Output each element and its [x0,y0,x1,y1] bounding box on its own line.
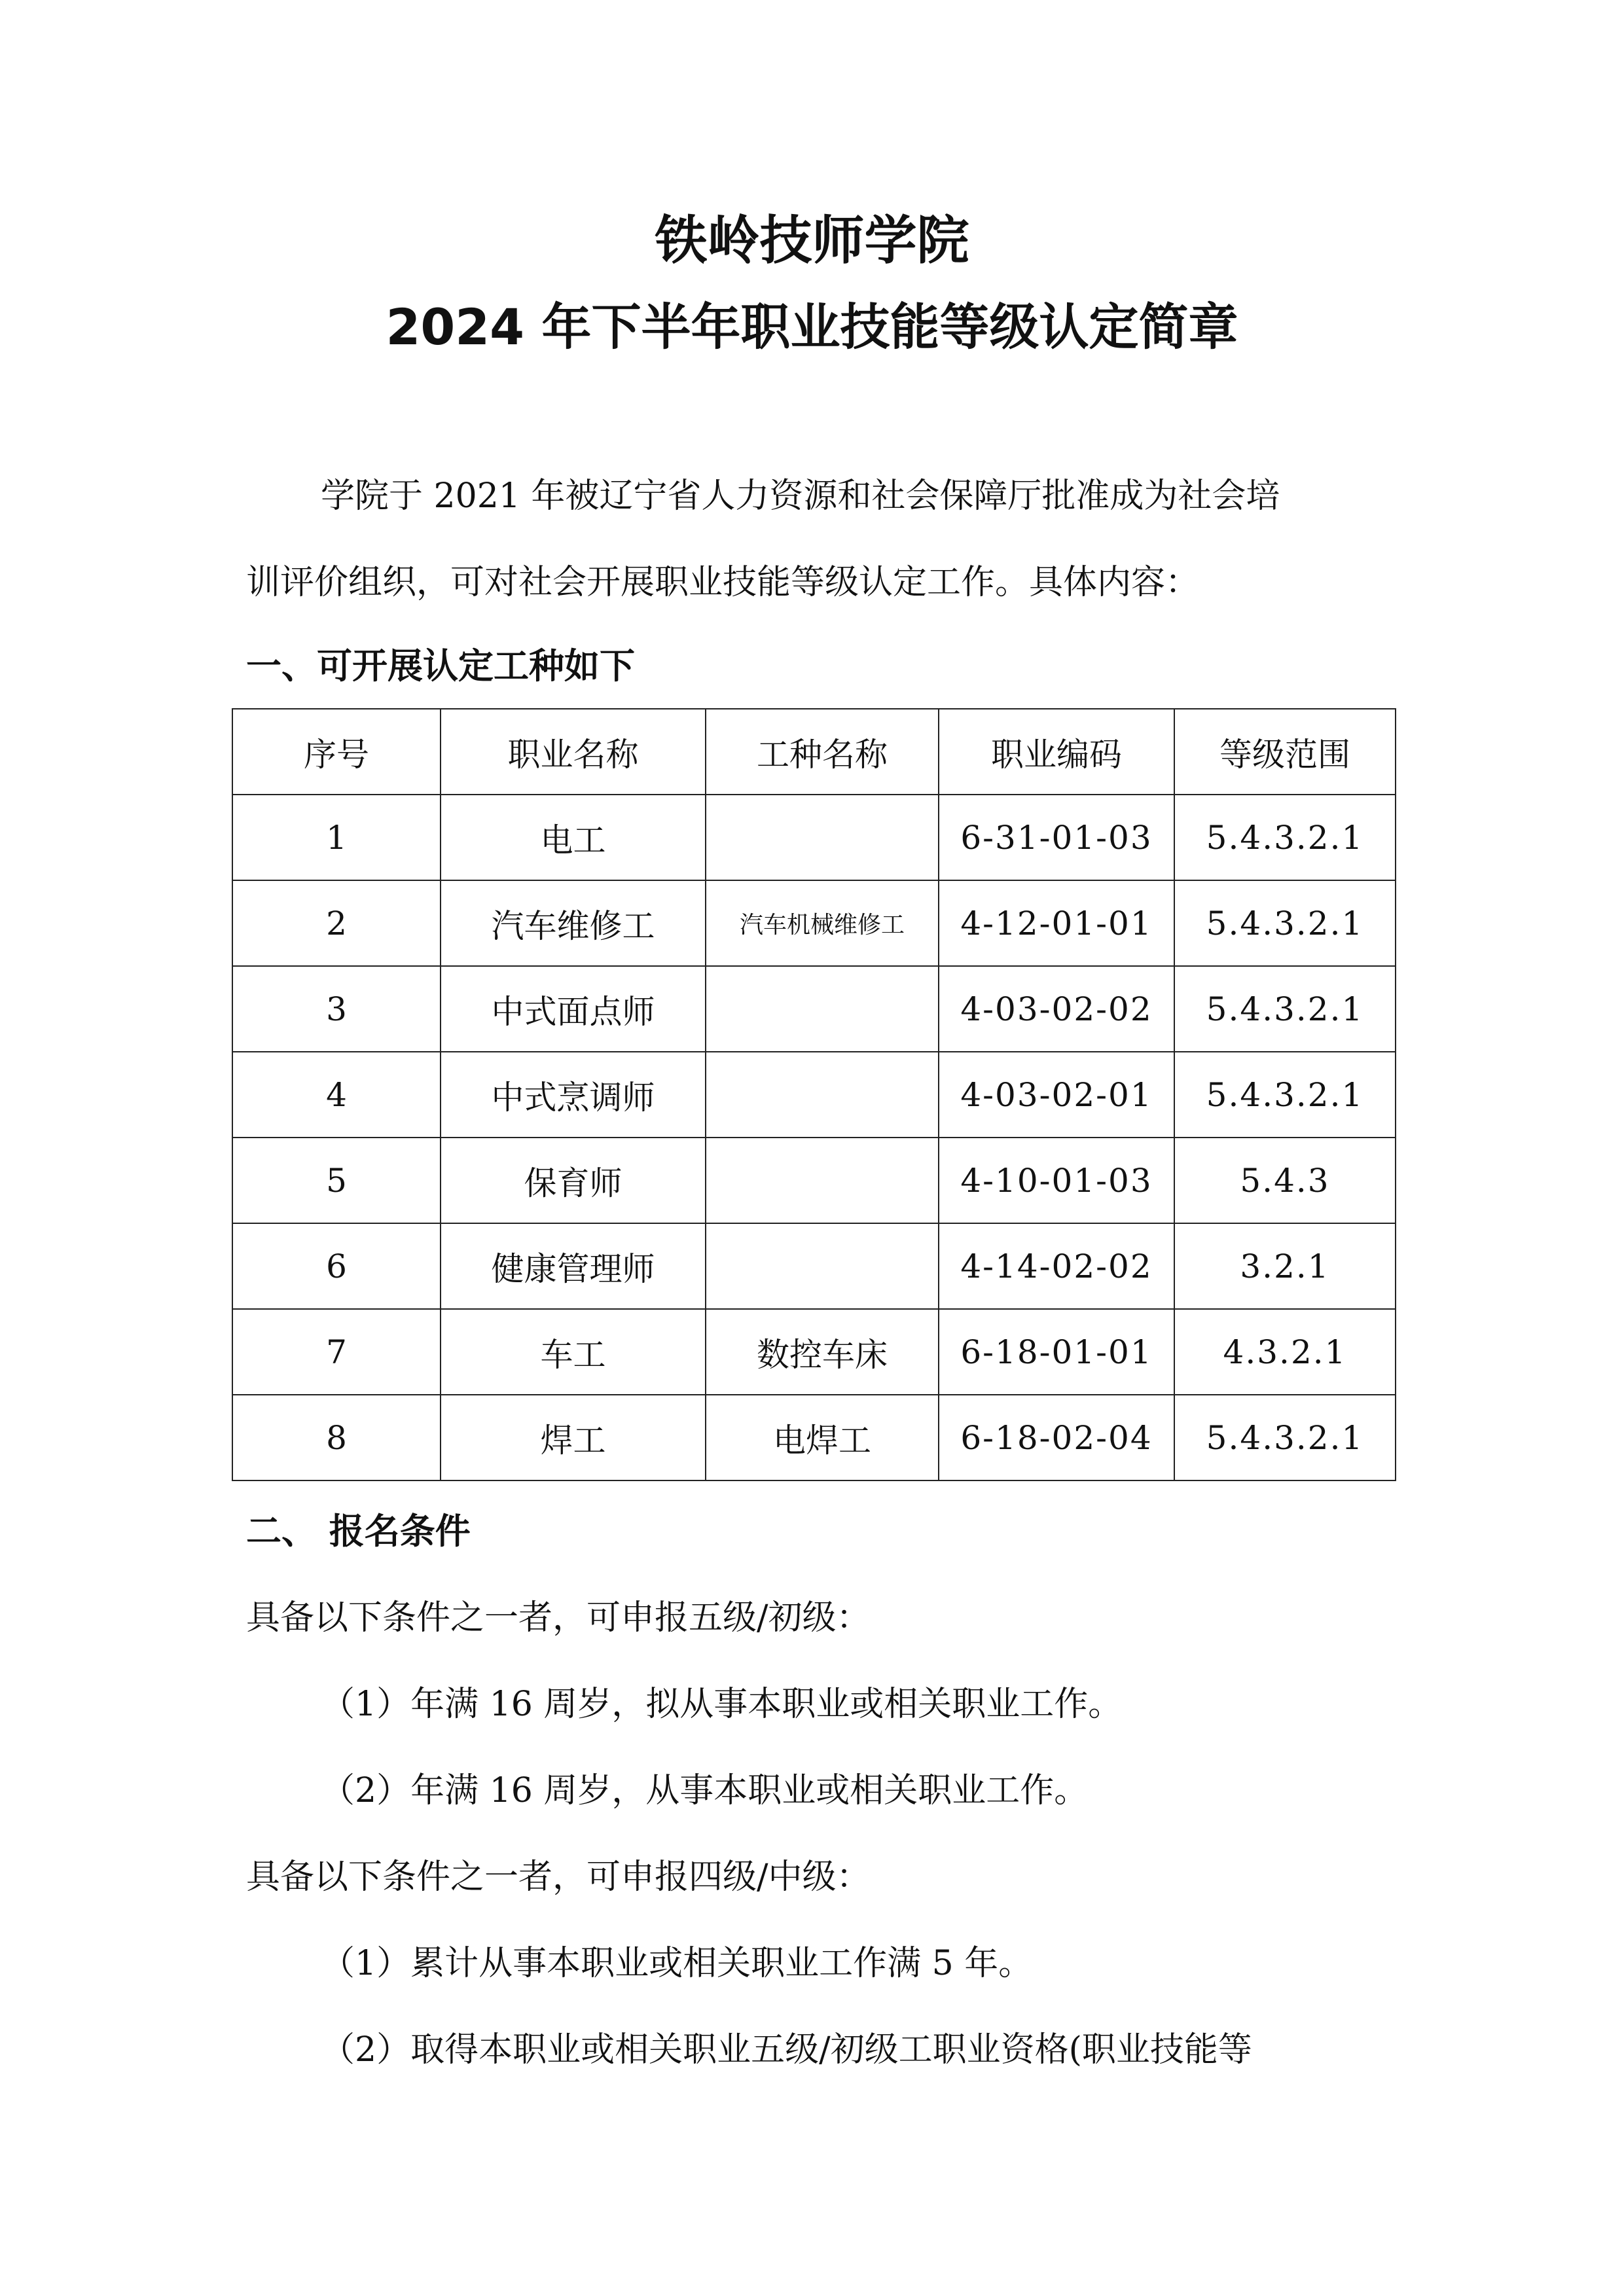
cell-occupation: 车工 [441,1309,706,1395]
header-occupation: 职业名称 [441,709,706,795]
cell-job-type [706,1223,939,1309]
cell-code: 6-31-01-03 [939,795,1174,880]
level4-item-2: （2）取得本职业或相关职业五级/初级工职业资格(职业技能等 [321,2030,1252,2070]
header-code: 职业编码 [939,709,1174,795]
cell-level-range: 3.2.1 [1174,1223,1396,1309]
cell-level-range: 5.4.3.2.1 [1174,1395,1396,1480]
cell-job-type [706,1138,939,1223]
cell-level-range: 5.4.3.2.1 [1174,880,1396,966]
cell-code: 4-03-02-01 [939,1052,1174,1138]
cell-level-range: 5.4.3.2.1 [1174,795,1396,880]
cell-level-range: 5.4.3.2.1 [1174,966,1396,1052]
cell-index: 4 [232,1052,441,1138]
cell-occupation: 中式面点师 [441,966,706,1052]
cell-level-range: 5.4.3 [1174,1138,1396,1223]
cell-occupation: 电工 [441,795,706,880]
level5-item-2: （2）年满 16 周岁，从事本职业或相关职业工作。 [321,1771,1089,1810]
cell-level-range: 4.3.2.1 [1174,1309,1396,1395]
cell-index: 7 [232,1309,441,1395]
cell-job-type [706,795,939,880]
section-2-heading: 二、 报名条件 [246,1511,471,1552]
level5-item-1: （1）年满 16 周岁，拟从事本职业或相关职业工作。 [321,1685,1123,1724]
cell-job-type [706,1052,939,1138]
intro-line-1: 学院于 2021 年被辽宁省人力资源和社会保障厅批准成为社会培 [321,476,1280,516]
cell-index: 2 [232,880,441,966]
table-row [232,1138,1396,1223]
cell-index: 1 [232,795,441,880]
table-row [232,1395,1396,1480]
level4-item-1: （1）累计从事本职业或相关职业工作满 5 年。 [321,1944,1033,1983]
table-row [232,880,1396,966]
header-level-range: 等级范围 [1174,709,1396,795]
cell-job-type [706,966,939,1052]
document-subtitle: 2024 年下半年职业技能等级认定简章 [386,298,1238,356]
job-types-table [232,708,1396,1481]
cell-code: 6-18-01-01 [939,1309,1174,1395]
cell-occupation: 健康管理师 [441,1223,706,1309]
cell-job-type: 数控车床 [706,1309,939,1395]
cell-occupation: 汽车维修工 [441,880,706,966]
table-row [232,795,1396,880]
header-job-type: 工种名称 [706,709,939,795]
table-row [232,1223,1396,1309]
table-row [232,1052,1396,1138]
cell-occupation: 焊工 [441,1395,706,1480]
cell-occupation: 中式烹调师 [441,1052,706,1138]
cell-index: 5 [232,1138,441,1223]
cell-occupation: 保育师 [441,1138,706,1223]
cell-job-type: 汽车机械维修工 [706,880,939,966]
table-row [232,1309,1396,1395]
cell-job-type: 电焊工 [706,1395,939,1480]
cell-index: 6 [232,1223,441,1309]
cell-index: 8 [232,1395,441,1480]
cell-index: 3 [232,966,441,1052]
cell-code: 4-10-01-03 [939,1138,1174,1223]
level5-intro: 具备以下条件之一者，可申报五级/初级： [246,1598,871,1638]
table-header-row [232,709,1396,795]
section-1-heading: 一、可开展认定工种如下 [246,645,635,687]
level4-intro: 具备以下条件之一者，可申报四级/中级： [246,1857,871,1897]
cell-level-range: 5.4.3.2.1 [1174,1052,1396,1138]
document-title: 铁岭技师学院 [655,210,969,271]
cell-code: 4-14-02-02 [939,1223,1174,1309]
cell-code: 4-12-01-01 [939,880,1174,966]
cell-code: 6-18-02-04 [939,1395,1174,1480]
table-row [232,966,1396,1052]
header-index: 序号 [232,709,441,795]
cell-code: 4-03-02-02 [939,966,1174,1052]
intro-line-2: 训评价组织，可对社会开展职业技能等级认定工作。具体内容： [246,563,1200,602]
